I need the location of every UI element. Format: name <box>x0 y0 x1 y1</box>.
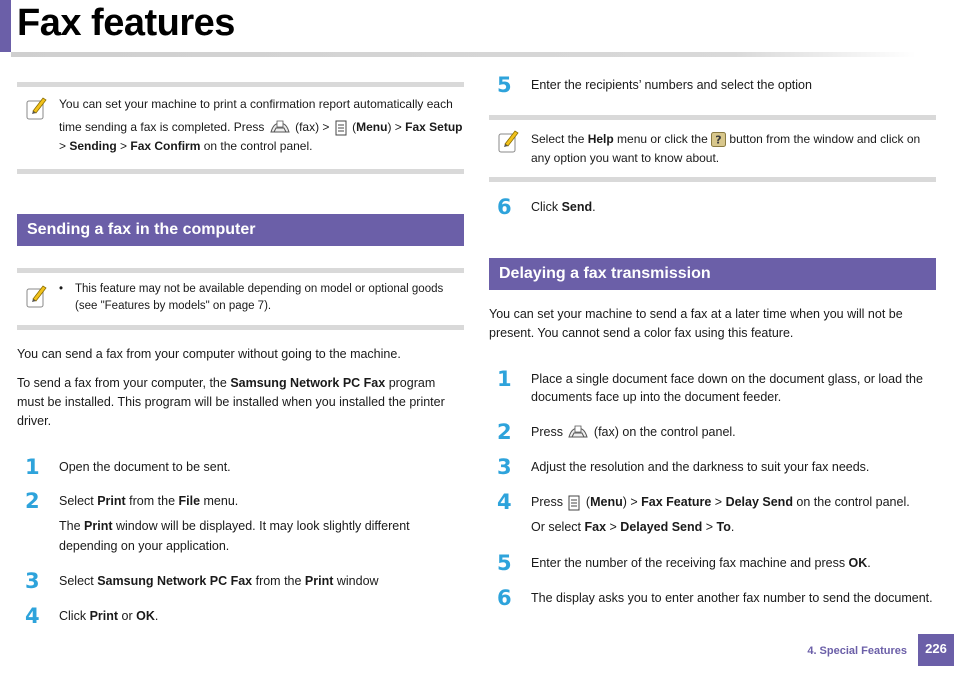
step-number: 1 <box>497 367 512 391</box>
step-number: 3 <box>25 569 40 593</box>
note-confirmation-report <box>17 82 464 174</box>
step-item <box>489 195 936 219</box>
note-help-menu <box>489 115 936 182</box>
fax-icon <box>566 425 590 441</box>
step-item <box>489 455 936 479</box>
step-number: 5 <box>497 551 512 575</box>
paragraph: To send a fax from your computer, the Samsung Network PC Fax program must be installed. This program will be installed when you installed the printer driver. <box>17 376 445 428</box>
footer-chapter-label: 4. Special Features <box>807 645 907 657</box>
step-text: Press (fax) on the control panel. <box>531 425 736 439</box>
step-text: Select Print from the File menu. <box>59 494 239 508</box>
step-number: 2 <box>497 420 512 444</box>
step-text: Press (Menu) > Fax Feature > Delay Send on the control panel. <box>531 495 910 509</box>
step-text: The display asks you to enter another fax number to send the document. <box>531 591 933 605</box>
step-number: 3 <box>497 455 512 479</box>
help-icon <box>711 132 726 147</box>
step-subtext: The Print window will be displayed. It may look slightly different depending on your application. <box>59 519 410 553</box>
step-item <box>489 73 936 97</box>
step-number: 6 <box>497 195 512 219</box>
note-pencil-icon <box>25 283 49 309</box>
note-line: > Sending > Fax Confirm on the control panel. <box>59 139 313 154</box>
note-feature-availability <box>17 268 464 330</box>
step-text: Adjust the resolution and the darkness to suit your fax needs. <box>531 460 870 474</box>
step-item <box>489 490 936 538</box>
menu-icon <box>333 120 349 136</box>
step-number: 4 <box>25 604 40 628</box>
paragraph: You can send a fax from your computer without going to the machine. <box>17 347 401 361</box>
step-item <box>17 455 464 479</box>
step-text: Open the document to be sent. <box>59 460 231 474</box>
step-item <box>17 489 464 556</box>
section-heading-delaying-fax: Delaying a fax transmission <box>489 258 936 290</box>
step-text: Select Samsung Network PC Fax from the Print window <box>59 574 379 588</box>
step-text: Click Print or OK. <box>59 609 159 623</box>
menu-icon <box>566 495 582 511</box>
fax-icon <box>268 120 292 136</box>
step-text: Click Send. <box>531 200 596 214</box>
note-line: time sending a fax is completed. Press (fax) > (Menu) > Fax Setup <box>59 120 463 135</box>
page-number: 226 <box>918 634 954 666</box>
step-item <box>17 604 464 628</box>
step-number: 5 <box>497 73 512 97</box>
page-title: Fax features <box>17 2 235 44</box>
step-text: Place a single document face down on the document glass, or load the documents face up into the document feeder. <box>531 372 923 404</box>
note-bullet: • This feature may not be available depending on model or optional goods (see "Features by models" on page 7). <box>59 281 464 314</box>
paragraph: You can set your machine to send a fax at a later time when you will not be present. You cannot send a color fax using this feature. <box>489 307 903 340</box>
step-item <box>17 569 464 593</box>
svg-text:?: ? <box>715 133 722 147</box>
step-number: 1 <box>25 455 40 479</box>
step-item <box>489 586 936 610</box>
note-pencil-icon <box>25 95 49 121</box>
step-subtext: Or select Fax > Delayed Send > To. <box>531 520 735 535</box>
step-number: 2 <box>25 489 40 513</box>
step-item <box>489 367 936 406</box>
step-text: Enter the recipients’ numbers and select the option <box>531 78 812 92</box>
note-line: You can set your machine to print a confirmation report automatically each <box>59 97 453 111</box>
step-text: Enter the number of the receiving fax machine and press OK. <box>531 556 871 570</box>
step-number: 6 <box>497 586 512 610</box>
note-text: Select the Help menu or click the ? button from the window and click on any option you want to know about. <box>531 132 921 165</box>
step-item <box>489 420 936 444</box>
note-list <box>59 281 464 314</box>
step-item <box>489 551 936 575</box>
title-divider <box>11 52 916 57</box>
header-accent-bar <box>0 0 11 52</box>
step-number: 4 <box>497 490 512 514</box>
section-heading-sending-fax: Sending a fax in the computer <box>17 214 464 246</box>
note-pencil-icon <box>497 128 521 154</box>
